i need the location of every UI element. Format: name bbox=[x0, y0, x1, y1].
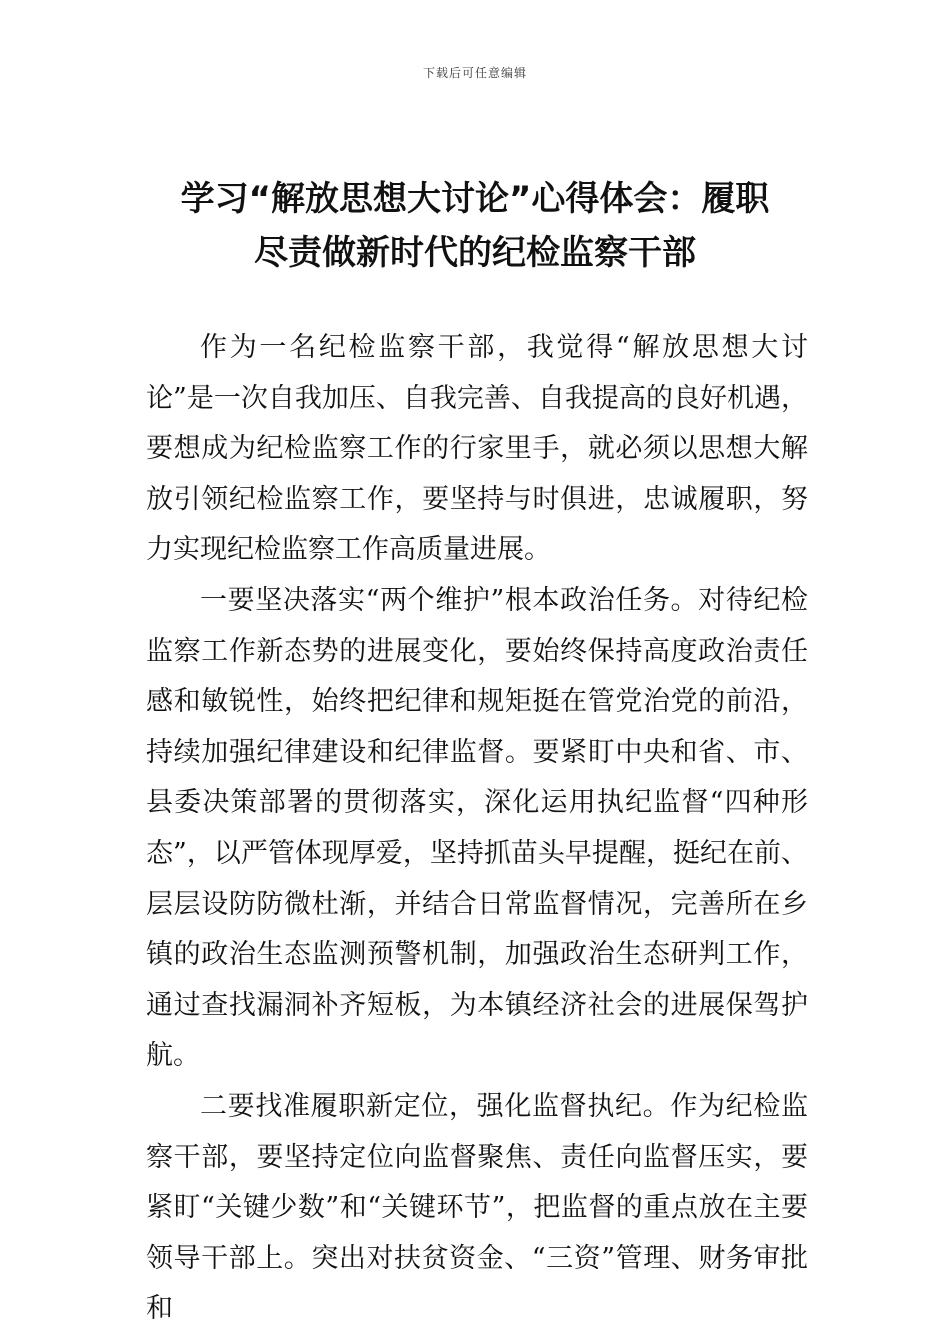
paragraph-point-two: 二要找准履职新定位，强化监督执纪。作为纪检监察干部，要坚持定位向监督聚焦、责任向监督压实，要紧盯“关键少数”和“关键环节”，把监督的重点放在主要领导干部上。突出对扶贫资金、“三资”管理、财务审批和 bbox=[146, 1090, 808, 1325]
paragraph-point-one: 一要坚决落实“两个维护”根本政治任务。对待纪检监察工作新态势的进展变化，要始终保持高度政治责任感和敏锐性，始终把纪律和规矩挺在管党治党的前沿，持续加强纪律建设和纪律监督。要紧盯中央和省、市、县委决策部署的贯彻落实，深化运用执纪监督“四种形态”，以严管体现厚爱，坚持抓苗头早提醒，挺纪在前、层层设防防微杜渐，并结合日常监督情况，完善所在乡镇的政治生态监测预警机制，加强政治生态研判工作，通过查找漏洞补齐短板，为本镇经济社会的进展保驾护航。 bbox=[146, 584, 808, 1072]
title-line-1: 学习“解放思想大讨论”心得体会：履职 bbox=[180, 179, 770, 219]
paragraph-intro: 作为一名纪检监察干部，我觉得“解放思想大讨论”是一次自我加压、自我完善、自我提高的良好机遇，要想成为纪检监察工作的行家里手，就必须以思想大解放引领纪检监察工作，要坚持与时俱进，忠诚履职，努力实现纪检监察工作高质量进展。 bbox=[146, 332, 808, 566]
title-line-2: 尽责做新时代的纪检监察干部 bbox=[254, 233, 696, 273]
header-note: 下载后可任意编辑 bbox=[422, 66, 527, 80]
document-title bbox=[140, 172, 810, 280]
document-body bbox=[146, 323, 808, 1335]
